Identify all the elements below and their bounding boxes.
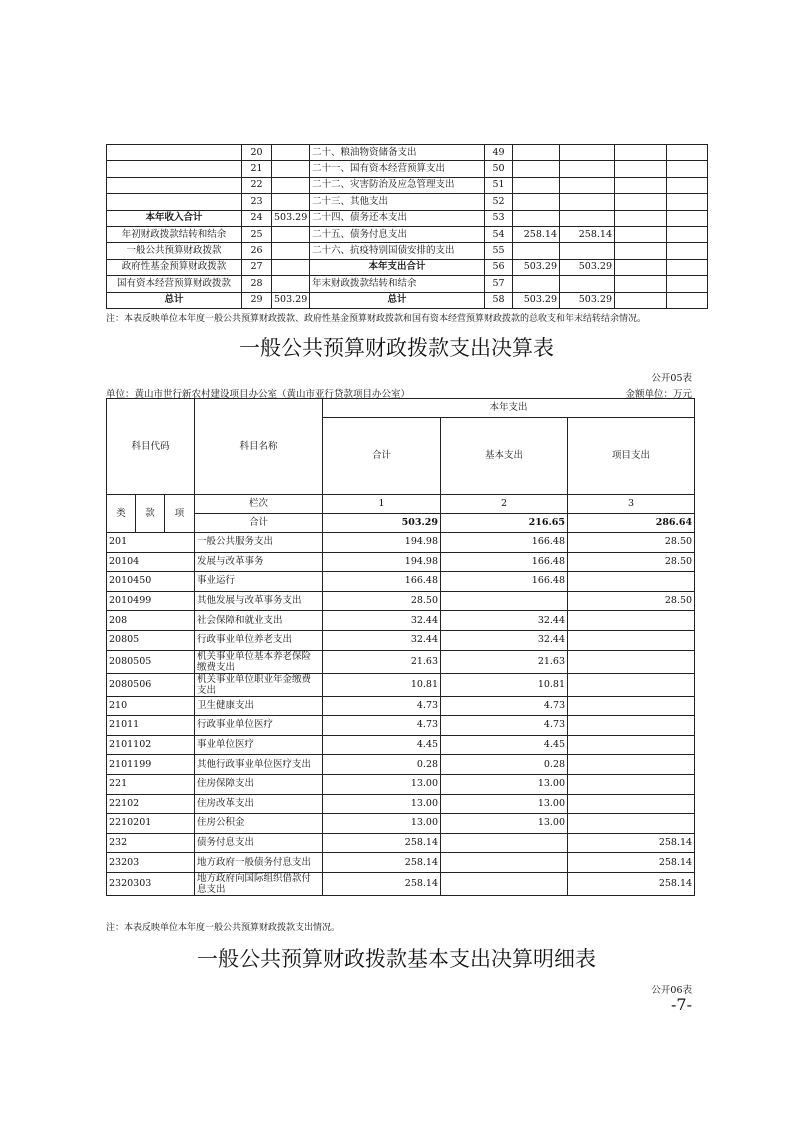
row-basic: 166.48 [441, 533, 568, 553]
table-cell [272, 226, 310, 242]
table-row [107, 735, 695, 755]
row-project [568, 755, 695, 775]
table-cell: 26 [242, 243, 272, 259]
row-project [568, 673, 695, 696]
table-cell [513, 210, 560, 226]
top-table-note: 注：本表反映单位本年度一般公共预算财政拨款、政府性基金预算财政拨款和国有资本经营预算财政拨款的总收支和年末结转结余情况。 [106, 314, 647, 324]
header-xiang: 项 [165, 495, 195, 533]
row-total: 13.00 [323, 814, 441, 834]
table-cell: 55 [485, 243, 513, 259]
page-title: 一般公共预算财政拨款支出决算表 [239, 336, 554, 360]
row-total: 10.81 [323, 673, 441, 696]
row-code: 208 [107, 611, 195, 631]
row-basic [441, 591, 568, 611]
table-cell: 年末财政拨款结转和结余 [310, 276, 485, 292]
table-cell [272, 161, 310, 177]
table-row [107, 872, 695, 895]
table-row [107, 210, 708, 226]
table-cell [667, 276, 708, 292]
row-total: 4.73 [323, 716, 441, 736]
table-cell [667, 210, 708, 226]
table-cell: 25 [242, 226, 272, 242]
table-cell [272, 145, 310, 161]
table-row [107, 243, 708, 259]
table-cell [107, 145, 242, 161]
table-cell: 二十六、抗疫特别国债安排的支出 [310, 243, 485, 259]
row-code: 2101102 [107, 735, 195, 755]
table-cell [615, 194, 667, 210]
table-cell [615, 177, 667, 193]
table-cell: 二十五、债务付息支出 [310, 226, 485, 242]
table-cell: 51 [485, 177, 513, 193]
table-row [107, 591, 695, 611]
row-name: 发展与改革事务 [195, 552, 323, 572]
header-col1: 1 [323, 495, 441, 514]
table-cell: 二十、粮油物资储备支出 [310, 145, 485, 161]
table-cell [560, 194, 615, 210]
table-row [107, 552, 695, 572]
table-row [107, 161, 708, 177]
row-code: 2210201 [107, 814, 195, 834]
table-cell [560, 177, 615, 193]
row-project: 258.14 [568, 853, 695, 873]
row-project [568, 572, 695, 592]
table-row [107, 177, 708, 193]
row-name: 行政事业单位医疗 [195, 716, 323, 736]
row-name: 机关事业单位职业年金缴费支出 [195, 673, 323, 696]
row-code: 210 [107, 696, 195, 716]
table-cell [107, 177, 242, 193]
table-cell: 政府性基金预算财政拨款 [107, 259, 242, 275]
row-project [568, 774, 695, 794]
row-project [568, 696, 695, 716]
table-row [107, 226, 708, 242]
row-project: 28.50 [568, 552, 695, 572]
row-project: 28.50 [568, 533, 695, 553]
row-name: 地方政府一般债务付息支出 [195, 853, 323, 873]
table-cell: 二十三、其他支出 [310, 194, 485, 210]
row-total: 194.98 [323, 552, 441, 572]
row-code: 2080505 [107, 650, 195, 673]
row-basic: 13.00 [441, 794, 568, 814]
amount-unit-label: 金额单位：万元 [625, 389, 692, 400]
row-code: 2080506 [107, 673, 195, 696]
table-cell: 58 [485, 292, 513, 308]
row-name: 一般公共服务支出 [195, 533, 323, 553]
table-cell: 一般公共预算财政拨款 [107, 243, 242, 259]
table-cell [615, 210, 667, 226]
table-cell: 53 [485, 210, 513, 226]
row-total: 21.63 [323, 650, 441, 673]
row-project [568, 630, 695, 650]
table-cell [513, 194, 560, 210]
row-code: 232 [107, 833, 195, 853]
row-code: 221 [107, 774, 195, 794]
header-col2: 2 [441, 495, 568, 514]
row-total: 258.14 [323, 833, 441, 853]
row-basic: 13.00 [441, 774, 568, 794]
row-basic: 32.44 [441, 630, 568, 650]
row-code: 201 [107, 533, 195, 553]
table-row [107, 572, 695, 592]
row-code: 23203 [107, 853, 195, 873]
table-cell: 20 [242, 145, 272, 161]
table-row [107, 259, 708, 275]
row-project: 28.50 [568, 591, 695, 611]
row-total: 4.73 [323, 696, 441, 716]
table-cell [513, 161, 560, 177]
table-row [107, 194, 708, 210]
row-code: 22102 [107, 794, 195, 814]
row-total: 13.00 [323, 794, 441, 814]
row-name: 住房保障支出 [195, 774, 323, 794]
row-name: 债务付息支出 [195, 833, 323, 853]
row-basic: 13.00 [441, 814, 568, 834]
header-year-expense: 本年支出 [323, 399, 695, 418]
table-cell [615, 145, 667, 161]
row-project [568, 735, 695, 755]
row-project [568, 611, 695, 631]
table-cell: 49 [485, 145, 513, 161]
row-project: 258.14 [568, 872, 695, 895]
header-name: 科目名称 [195, 399, 323, 495]
header-basic: 基本支出 [441, 418, 568, 495]
table-row [107, 650, 695, 673]
table-cell: 29 [242, 292, 272, 308]
table-cell [615, 292, 667, 308]
table-cell [615, 259, 667, 275]
table-cell [560, 276, 615, 292]
table-cell: 本年收入合计 [107, 210, 242, 226]
table-cell: 258.14 [560, 226, 615, 242]
header-total: 合计 [323, 418, 441, 495]
table-cell [560, 145, 615, 161]
row-basic [441, 853, 568, 873]
table-cell: 258.14 [513, 226, 560, 242]
row-basic: 0.28 [441, 755, 568, 775]
row-name: 其他发展与改革事务支出 [195, 591, 323, 611]
row-project [568, 794, 695, 814]
row-name: 住房改革支出 [195, 794, 323, 814]
table-cell [560, 243, 615, 259]
table-row [107, 276, 708, 292]
table-cell [615, 243, 667, 259]
row-code: 21011 [107, 716, 195, 736]
header-col-label: 栏次 [195, 495, 323, 514]
row-basic: 32.44 [441, 611, 568, 631]
table-row [107, 716, 695, 736]
table-cell [560, 210, 615, 226]
row-basic [441, 872, 568, 895]
section2-title: 一般公共预算财政拨款基本支出决算明细表 [197, 947, 596, 971]
row-basic: 4.45 [441, 735, 568, 755]
table-cell: 年初财政拨款结转和结余 [107, 226, 242, 242]
row-name: 其他行政事业单位医疗支出 [195, 755, 323, 775]
row-basic: 4.73 [441, 716, 568, 736]
table-cell: 503.29 [513, 259, 560, 275]
sum-basic: 216.65 [441, 514, 568, 533]
row-basic: 4.73 [441, 696, 568, 716]
table-cell: 二十四、债务还本支出 [310, 210, 485, 226]
row-total: 258.14 [323, 853, 441, 873]
table-cell [513, 243, 560, 259]
table-row [107, 630, 695, 650]
table-cell [107, 161, 242, 177]
table-row [107, 533, 695, 553]
table-cell: 21 [242, 161, 272, 177]
row-basic: 21.63 [441, 650, 568, 673]
row-code: 20805 [107, 630, 195, 650]
table-row [107, 611, 695, 631]
header-col3: 3 [568, 495, 695, 514]
row-project: 258.14 [568, 833, 695, 853]
table-cell [667, 161, 708, 177]
row-basic: 10.81 [441, 673, 568, 696]
expenditure-table [106, 398, 695, 896]
row-name: 住房公积金 [195, 814, 323, 834]
table-cell [615, 226, 667, 242]
table-cell: 503.29 [560, 292, 615, 308]
row-total: 32.44 [323, 630, 441, 650]
table-cell: 国有资本经营预算财政拨款 [107, 276, 242, 292]
sum-label: 合计 [195, 514, 323, 533]
row-code: 2010499 [107, 591, 195, 611]
table-cell [272, 194, 310, 210]
row-name: 事业运行 [195, 572, 323, 592]
table-cell [513, 177, 560, 193]
table-cell: 503.29 [272, 292, 310, 308]
sum-total: 503.29 [323, 514, 441, 533]
table-code: 公开05表 [651, 373, 692, 384]
row-basic: 166.48 [441, 572, 568, 592]
table-cell [272, 243, 310, 259]
table-cell: 二十一、国有资本经营预算支出 [310, 161, 485, 177]
table-cell: 28 [242, 276, 272, 292]
row-name: 行政事业单位养老支出 [195, 630, 323, 650]
table-cell [667, 145, 708, 161]
header-project: 项目支出 [568, 418, 695, 495]
table-cell: 总计 [107, 292, 242, 308]
row-project [568, 814, 695, 834]
row-name: 卫生健康支出 [195, 696, 323, 716]
table-row [107, 814, 695, 834]
table-cell: 503.29 [513, 292, 560, 308]
row-name: 事业单位医疗 [195, 735, 323, 755]
table-cell [560, 161, 615, 177]
table-row [107, 755, 695, 775]
table-cell [667, 243, 708, 259]
table-row [107, 774, 695, 794]
table-row [107, 292, 708, 308]
sum-project: 286.64 [568, 514, 695, 533]
table-cell: 23 [242, 194, 272, 210]
table-row [107, 145, 708, 161]
table-cell [272, 259, 310, 275]
table-cell: 本年支出合计 [310, 259, 485, 275]
table-cell: 总计 [310, 292, 485, 308]
table-cell [667, 177, 708, 193]
row-code: 2320303 [107, 872, 195, 895]
table-cell [615, 161, 667, 177]
row-total: 13.00 [323, 774, 441, 794]
income-expense-table [106, 144, 708, 309]
table-cell [272, 276, 310, 292]
row-project [568, 650, 695, 673]
table-row [107, 794, 695, 814]
table-row [107, 673, 695, 696]
row-total: 28.50 [323, 591, 441, 611]
header-kuan: 款 [136, 495, 165, 533]
unit-label: 单位：黄山市世行新农村建设项目办公室（黄山市亚行贷款项目办公室） [106, 389, 411, 400]
row-total: 166.48 [323, 572, 441, 592]
table-cell [107, 194, 242, 210]
table-cell: 56 [485, 259, 513, 275]
section2-table-code: 公开06表 [651, 985, 692, 996]
table-cell: 503.29 [272, 210, 310, 226]
row-total: 4.45 [323, 735, 441, 755]
table-cell: 二十二、灾害防治及应急管理支出 [310, 177, 485, 193]
expenditure-note: 注：本表反映单位本年度一般公共预算财政拨款支出情况。 [106, 923, 341, 933]
row-total: 194.98 [323, 533, 441, 553]
table-cell: 57 [485, 276, 513, 292]
table-cell [615, 276, 667, 292]
row-total: 0.28 [323, 755, 441, 775]
table-cell: 27 [242, 259, 272, 275]
table-cell: 22 [242, 177, 272, 193]
page-number: -7- [671, 995, 692, 1014]
table-row [107, 853, 695, 873]
row-code: 2010450 [107, 572, 195, 592]
table-cell: 24 [242, 210, 272, 226]
row-basic [441, 833, 568, 853]
header-lei: 类 [107, 495, 136, 533]
row-code: 2101199 [107, 755, 195, 775]
row-name: 机关事业单位基本养老保险缴费支出 [195, 650, 323, 673]
table-cell: 52 [485, 194, 513, 210]
row-total: 258.14 [323, 872, 441, 895]
table-cell: 50 [485, 161, 513, 177]
table-cell [667, 259, 708, 275]
table-row [107, 696, 695, 716]
row-project [568, 716, 695, 736]
table-cell: 54 [485, 226, 513, 242]
table-row [107, 833, 695, 853]
row-name: 社会保障和就业支出 [195, 611, 323, 631]
row-basic: 166.48 [441, 552, 568, 572]
table-cell [667, 292, 708, 308]
table-cell [513, 145, 560, 161]
header-code: 科目代码 [107, 399, 195, 495]
row-name: 地方政府向国际组织借款付息支出 [195, 872, 323, 895]
table-cell [667, 194, 708, 210]
table-cell: 503.29 [560, 259, 615, 275]
row-total: 32.44 [323, 611, 441, 631]
table-cell [513, 276, 560, 292]
table-cell [667, 226, 708, 242]
table-cell [272, 177, 310, 193]
row-code: 20104 [107, 552, 195, 572]
